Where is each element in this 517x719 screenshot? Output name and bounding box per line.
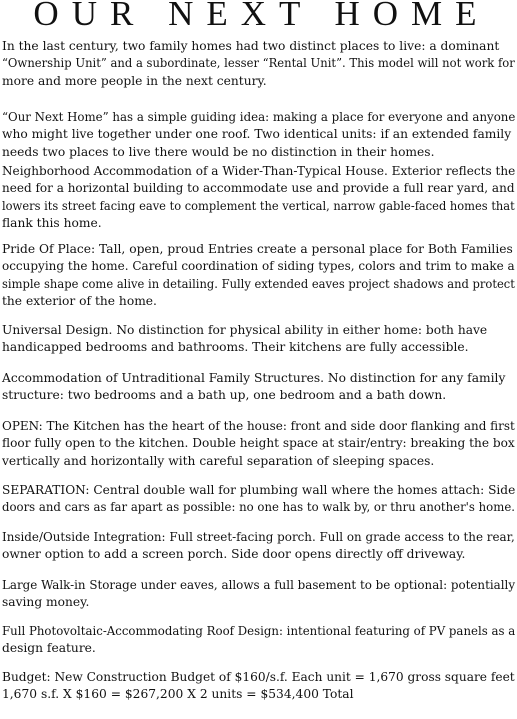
text-line: need for a horizontal building to accommodate use and provide a full rear yard, and	[2, 181, 515, 196]
text-line: simple shape come alive in detailing. Fully extended eaves project shadows and protect	[2, 276, 515, 291]
paragraph-neighborhood	[2, 163, 517, 232]
text-line: lowers its street facing eave to complement the vertical, narrow gable-faced homes that	[2, 198, 515, 213]
text-line: Budget: New Construction Budget of $160/s.f. Each unit = 1,670 gross square feet	[2, 670, 515, 684]
text-line: design feature.	[2, 641, 96, 656]
text-line: 1,670 s.f. X $160 = $267,200 X 2 units = $534,400 Total	[2, 687, 354, 702]
text-line: the exterior of the home.	[2, 293, 157, 308]
text-line: flank this home.	[2, 215, 102, 230]
paragraph-storage	[2, 577, 517, 612]
text-line: Inside/Outside Integration: Full street-facing porch. Full on grade access to the rear,	[2, 530, 515, 544]
paragraph-inside-outside	[2, 529, 517, 564]
text-line: structure: two bedrooms and a bath up, one bedroom and a bath down.	[2, 388, 447, 403]
text-line: more and more people in the next century.	[2, 73, 267, 88]
paragraph-intro	[2, 38, 517, 90]
page-title: OUR NEXT HOME	[33, 0, 490, 33]
paragraph-photovoltaic	[2, 623, 517, 658]
paragraph-pride-of-place	[2, 241, 517, 310]
text-line: floor fully open to the kitchen. Double height space at stair/entry: breaking the box	[2, 436, 515, 451]
text-line: doors and cars as far apart as possible: no one has to walk by, or thru another's home.	[2, 500, 515, 515]
text-line: “Ownership Unit” and a subordinate, lesser “Rental Unit”. This model will not work for	[2, 56, 515, 71]
text-line: needs two places to live there would be no distinction in their homes.	[2, 144, 435, 159]
paragraph-open	[2, 418, 517, 470]
text-line: Large Walk-in Storage under eaves, allows a full basement to be optional: potentially	[2, 578, 516, 592]
text-line: Pride Of Place: Tall, open, proud Entries create a personal place for Both Families	[2, 242, 513, 256]
paragraph-guiding-idea	[2, 109, 517, 161]
text-line: In the last century, two family homes had two distinct places to live: a dominant	[2, 39, 500, 53]
text-line: SEPARATION: Central double wall for plumbing wall where the homes attach: Side	[2, 483, 516, 497]
text-line: OPEN: The Kitchen has the heart of the house: front and side door flanking and first	[2, 419, 515, 433]
text-line: occupying the home. Careful coordination of siding types, colors and trim to make a	[2, 259, 515, 274]
text-line: who might live together under one roof. Two identical units: if an extended family	[2, 127, 512, 142]
paragraph-universal-design	[2, 322, 517, 357]
text-line: “Our Next Home” has a simple guiding idea: making a place for everyone and anyone	[2, 110, 516, 124]
text-line: owner option to add a screen porch. Side door opens directly off driveway.	[2, 547, 466, 562]
paragraph-budget	[2, 669, 517, 704]
text-line: Universal Design. No distinction for physical ability in either home: both have	[2, 323, 488, 337]
text-line: Neighborhood Accommodation of a Wider-Than-Typical House. Exterior reflects the	[2, 164, 516, 178]
text-line: handicapped bedrooms and bathrooms. Their kitchens are fully accessible.	[2, 340, 469, 355]
text-line: Accommodation of Untraditional Family Structures. No distinction for any family	[2, 371, 506, 385]
paragraph-family-structures	[2, 370, 517, 405]
paragraph-separation	[2, 482, 517, 517]
text-line: Full Photovoltaic-Accommodating Roof Design: intentional featuring of PV panels as a	[2, 624, 516, 638]
text-line: vertically and horizontally with careful separation of sleeping spaces.	[2, 453, 435, 468]
text-line: saving money.	[2, 595, 90, 610]
